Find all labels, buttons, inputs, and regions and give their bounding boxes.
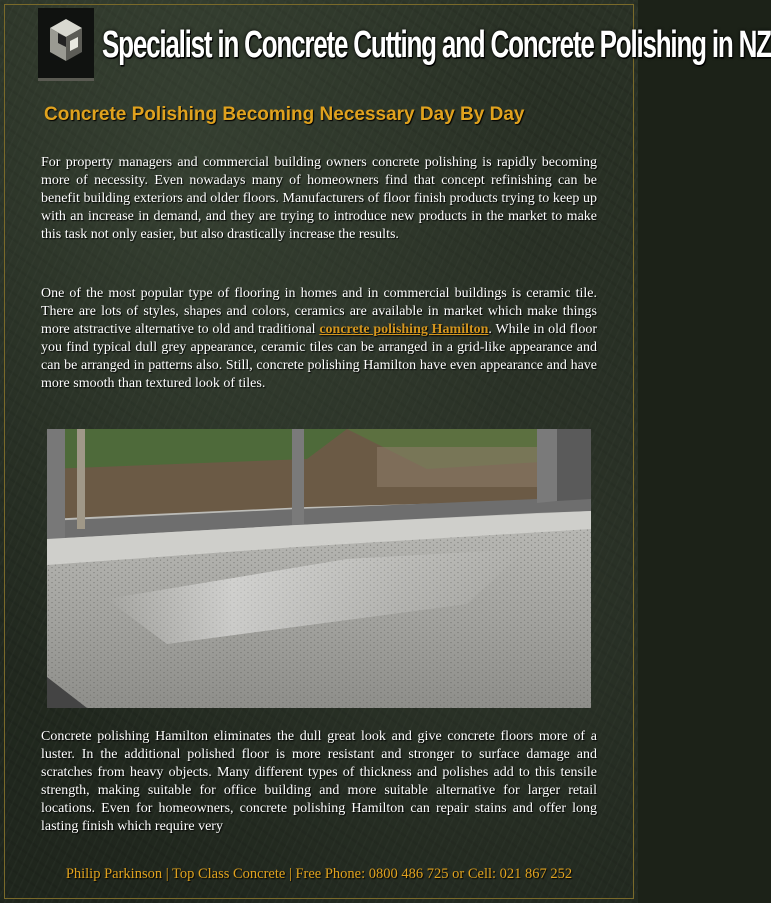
article-headline: Concrete Polishing Becoming Necessary Day By Day	[44, 104, 525, 125]
brand-title: Specialist in Concrete Cutting and Concrete Polishing in NZ	[102, 22, 771, 66]
polished-floor-photo	[47, 429, 591, 708]
concrete-polishing-hamilton-link[interactable]: concrete polishing Hamilton	[319, 322, 489, 337]
paragraph-2-text-before: One of the most popular type of flooring in homes and in commercial buildings is ceramic tile. There are lots of styles, shapes and colors, ceramics are available in market which make things more atstractive alternative to old and traditional	[41, 286, 597, 337]
logo-cube-icon	[48, 17, 84, 67]
article-paragraph-1: For property managers and commercial building owners concrete polishing is rapidly becoming more of necessity. Even nowadays many of homeowners find that concept refinishing can be benefit building exteriors and older floors. Manufacturers of floor finish products trying to keep up with an increase in demand, and they are trying to introduce new products in the market to make this task not only easier, but also drastically increase the results.	[41, 155, 597, 242]
company-logo	[38, 8, 94, 81]
article-paragraph-2	[41, 285, 597, 393]
paragraph-2-text-after: . While in old floor you find typical dull grey appearance, ceramic tiles can be arranged in a grid-like appearance and can be arranged in patterns also. Still, concrete polishing Hamilton have even appearance and have more smooth than textured look of tiles.	[41, 322, 597, 391]
page-header	[38, 8, 771, 86]
contact-footer: Philip Parkinson | Top Class Concrete | Free Phone: 0800 486 725 or Cell: 021 867 252	[65, 866, 573, 882]
article-paragraph-3: Concrete polishing Hamilton eliminates the dull great look and give concrete floors more of a luster. In the additional polished floor is more resistant and stronger to surface damage and scratches from heavy objects. Many different types of thickness and polishes add to this tensile strength, making suitable for office building and more suitable alternative for larger retail locations. Even for homeowners, concrete polishing Hamilton can repair stains and offer long lasting finish which require very	[41, 729, 597, 834]
